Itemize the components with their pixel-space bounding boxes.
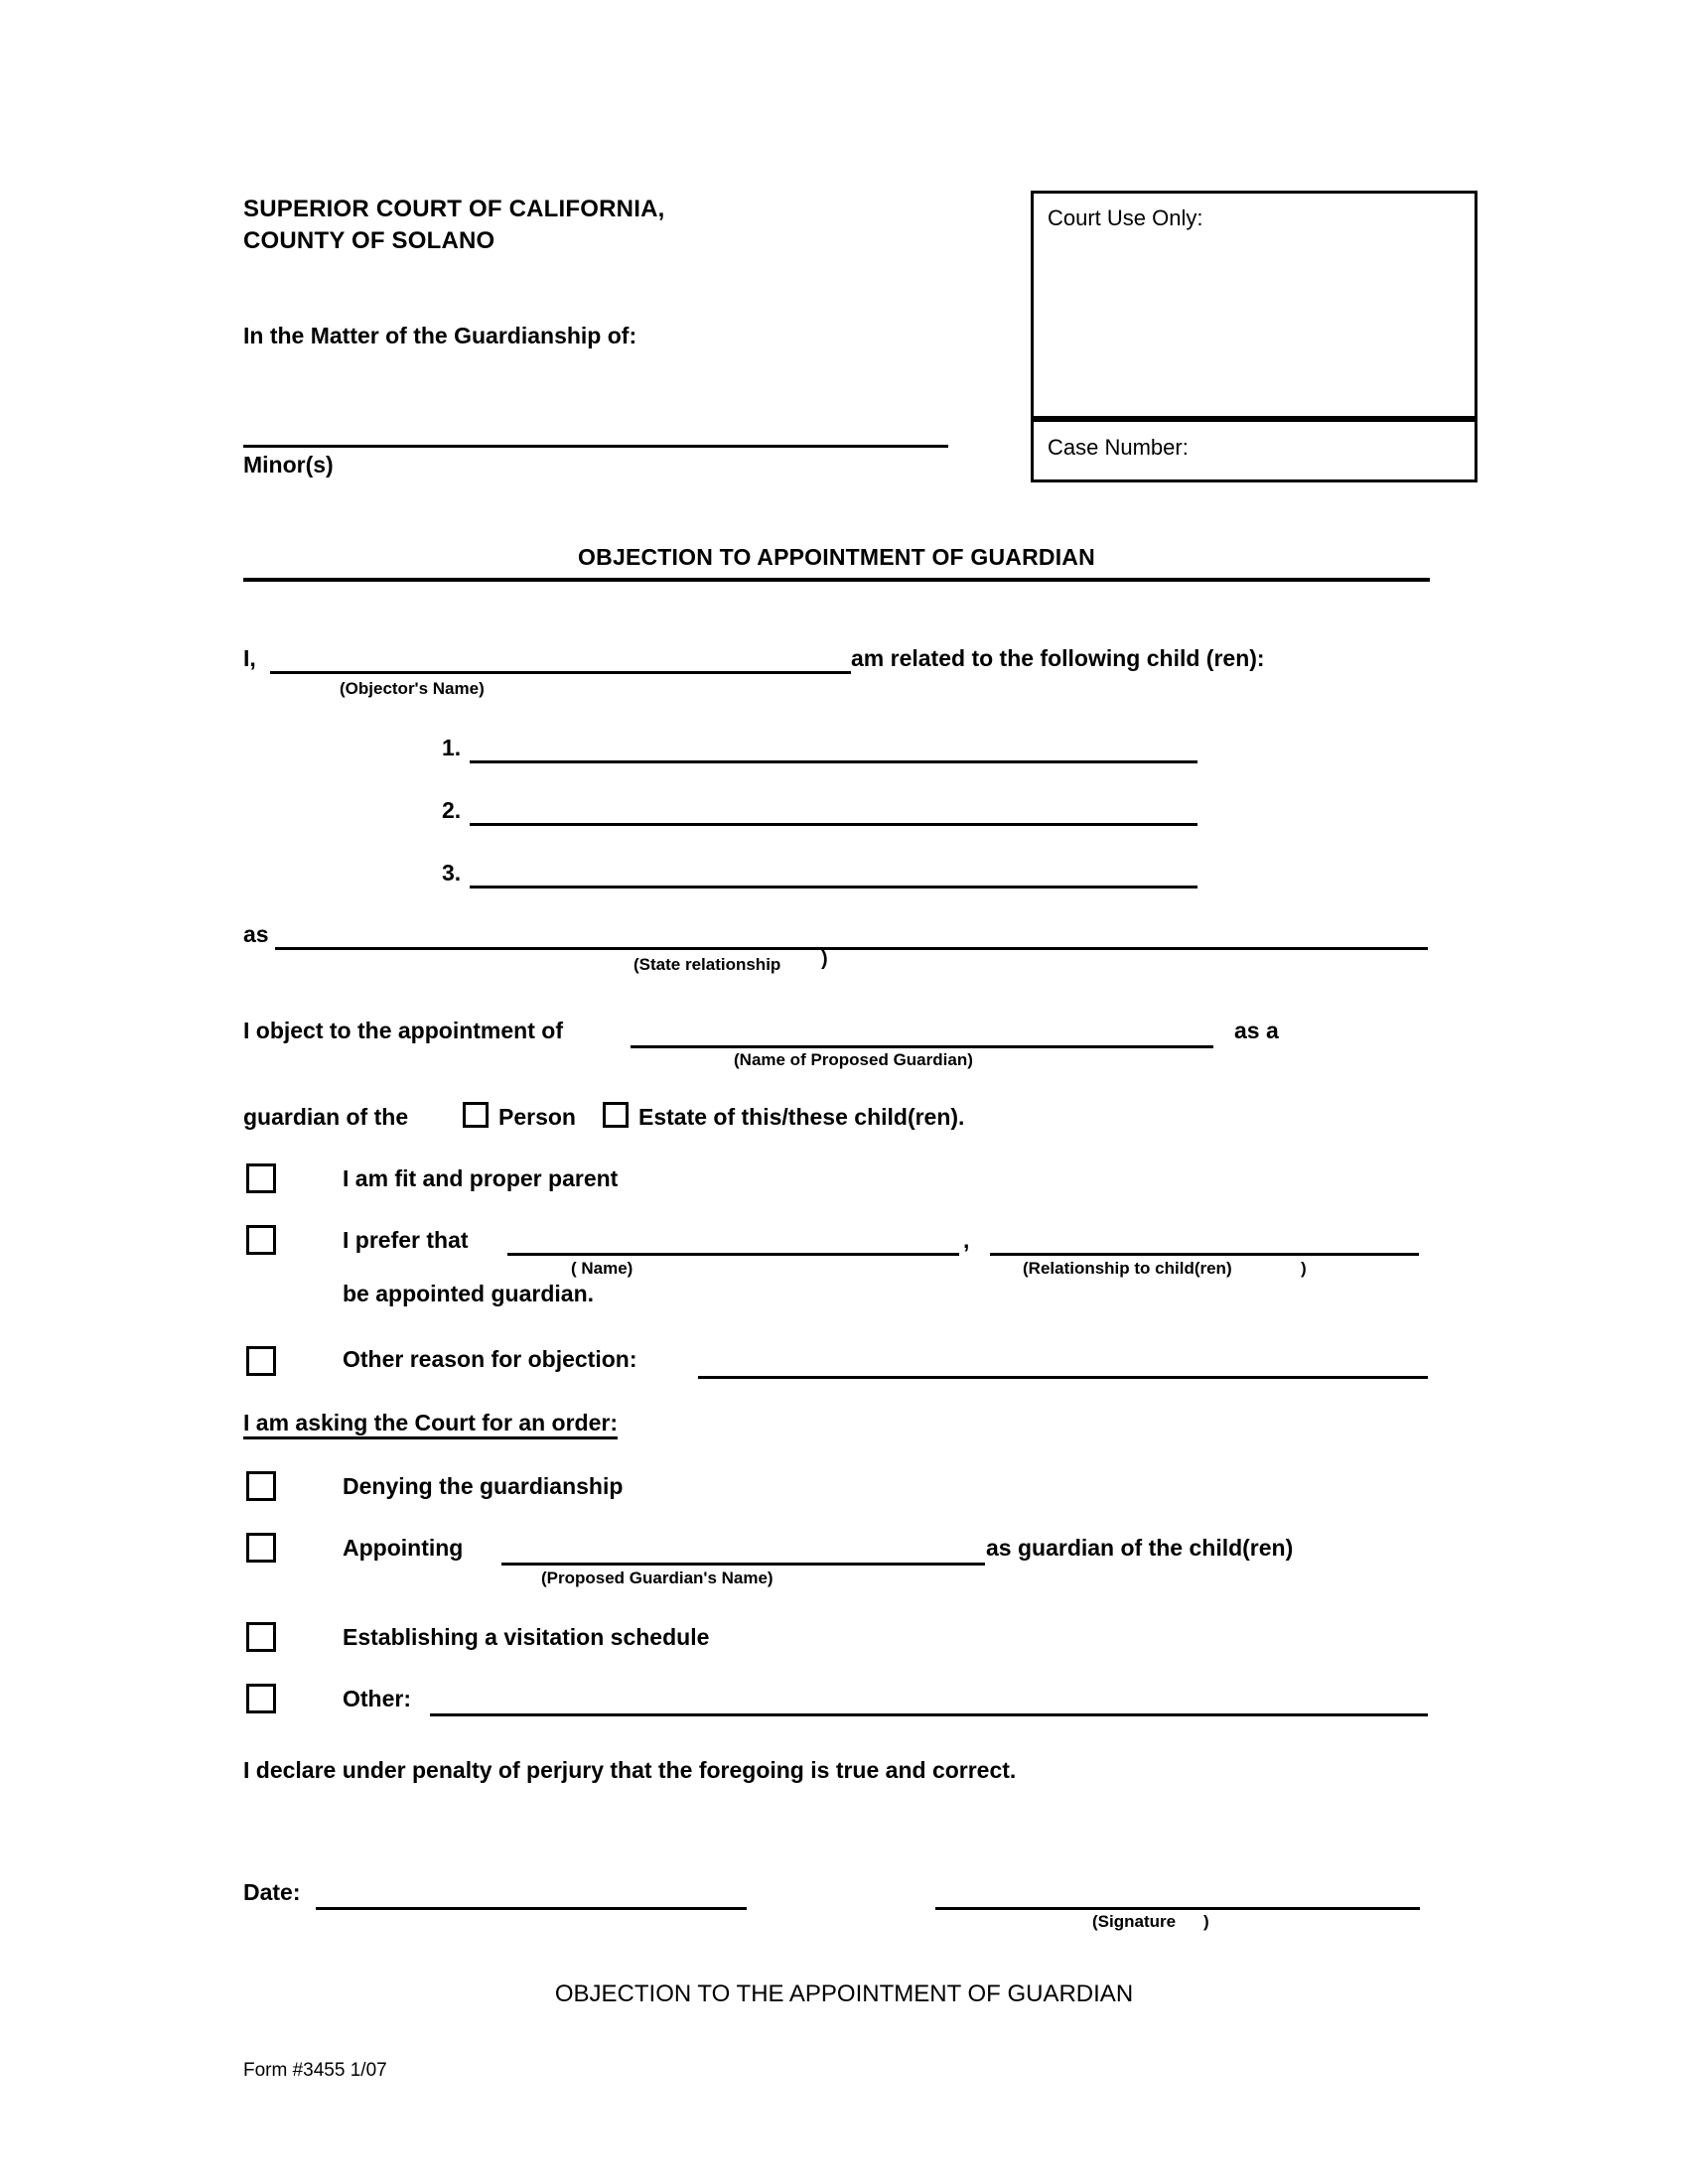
objector-name-blank[interactable] [270,671,851,674]
child-2-number: 2. [442,797,462,823]
state-relationship-caption: (State relationship [633,955,781,974]
case-number-box[interactable] [1031,419,1477,482]
footer-title: OBJECTION TO THE APPOINTMENT OF GUARDIAN [554,1980,1134,2007]
prefer-comma: , [963,1227,970,1253]
date-blank[interactable] [316,1907,747,1910]
checkbox-denying[interactable] [246,1471,276,1501]
person-label: Person [498,1104,576,1130]
form-title-block [243,544,1430,584]
asking-court-heading [243,1410,618,1436]
prefer-that-label: I prefer that [343,1227,469,1253]
relationship-caption-close: ) [1301,1259,1307,1278]
proposed-guardian-blank[interactable] [631,1045,1213,1048]
objector-name-caption: (Objector's Name) [340,679,485,698]
court-name-line1: SUPERIOR COURT OF CALIFORNIA, [243,196,665,222]
other-reason-label: Other reason for objection: [343,1346,637,1372]
name-caption: ( Name) [571,1259,633,1278]
checkbox-other-order[interactable] [246,1684,276,1713]
guardian-of-the-label: guardian of the [243,1104,409,1130]
checkbox-prefer[interactable] [246,1225,276,1255]
visitation-label: Establishing a visitation schedule [343,1624,710,1650]
other-order-blank[interactable] [430,1713,1428,1716]
proposed-guardian-caption: (Name of Proposed Guardian) [734,1050,973,1069]
intro-suffix: am related to the following child (ren): [851,645,1265,671]
child-3-blank[interactable] [470,886,1197,888]
date-label: Date: [243,1879,301,1905]
form-number: Form #3455 1/07 [243,2060,387,2081]
court-use-only-label: Court Use Only: [1048,205,1203,230]
court-use-only-box [1031,191,1477,419]
object-prefix: I object to the appointment of [243,1018,563,1043]
be-appointed-label: be appointed guardian. [343,1281,595,1306]
preferred-relationship-blank[interactable] [990,1253,1419,1256]
proposed-guardian-name-caption: (Proposed Guardian's Name) [541,1569,774,1587]
form-title-divider [243,578,1430,582]
signature-blank[interactable] [935,1907,1420,1910]
page-title: OBJECTION TO APPOINTMENT OF GUARDIAN [243,544,1430,571]
as-label: as [243,921,269,947]
signature-caption-close: ) [1203,1912,1209,1931]
checkbox-other-reason[interactable] [246,1346,276,1376]
preferred-name-blank[interactable] [507,1253,959,1256]
appointing-suffix: as guardian of the child(ren) [986,1535,1294,1561]
case-number-label: Case Number: [1048,435,1189,460]
other-order-label: Other: [343,1686,411,1711]
other-reason-blank[interactable] [698,1376,1428,1379]
fit-parent-label: I am fit and proper parent [343,1165,619,1191]
appointing-label: Appointing [343,1535,464,1561]
perjury-statement: I declare under penalty of perjury that the foregoing is true and correct. [243,1757,1017,1783]
relationship-caption: (Relationship to child(ren) [1023,1259,1232,1278]
checkbox-appointing[interactable] [246,1533,276,1563]
child-1-number: 1. [442,735,462,760]
estate-label: Estate of this/these child(ren). [638,1104,965,1130]
intro-prefix: I, [243,645,256,671]
checkbox-person[interactable] [463,1102,489,1128]
minors-label: Minor(s) [243,452,334,478]
child-1-blank[interactable] [470,760,1197,763]
minors-name-blank[interactable] [243,445,948,448]
denying-label: Denying the guardianship [343,1473,624,1499]
court-name [243,194,664,256]
asking-court-heading-text: I am asking the Court for an order: [243,1410,618,1439]
court-name-line2: COUNTY OF SOLANO [243,226,495,254]
matter-of-guardianship-label: In the Matter of the Guardianship of: [243,323,637,348]
state-relationship-blank[interactable] [275,947,1428,950]
signature-caption: (Signature [1092,1912,1177,1931]
object-suffix: as a [1234,1018,1279,1043]
appointing-name-blank[interactable] [501,1563,985,1566]
state-relationship-caption-close: ) [821,948,828,970]
child-3-number: 3. [442,860,462,886]
checkbox-estate[interactable] [603,1102,629,1128]
checkbox-fit-parent[interactable] [246,1163,276,1193]
checkbox-visitation[interactable] [246,1622,276,1652]
child-2-blank[interactable] [470,823,1197,826]
